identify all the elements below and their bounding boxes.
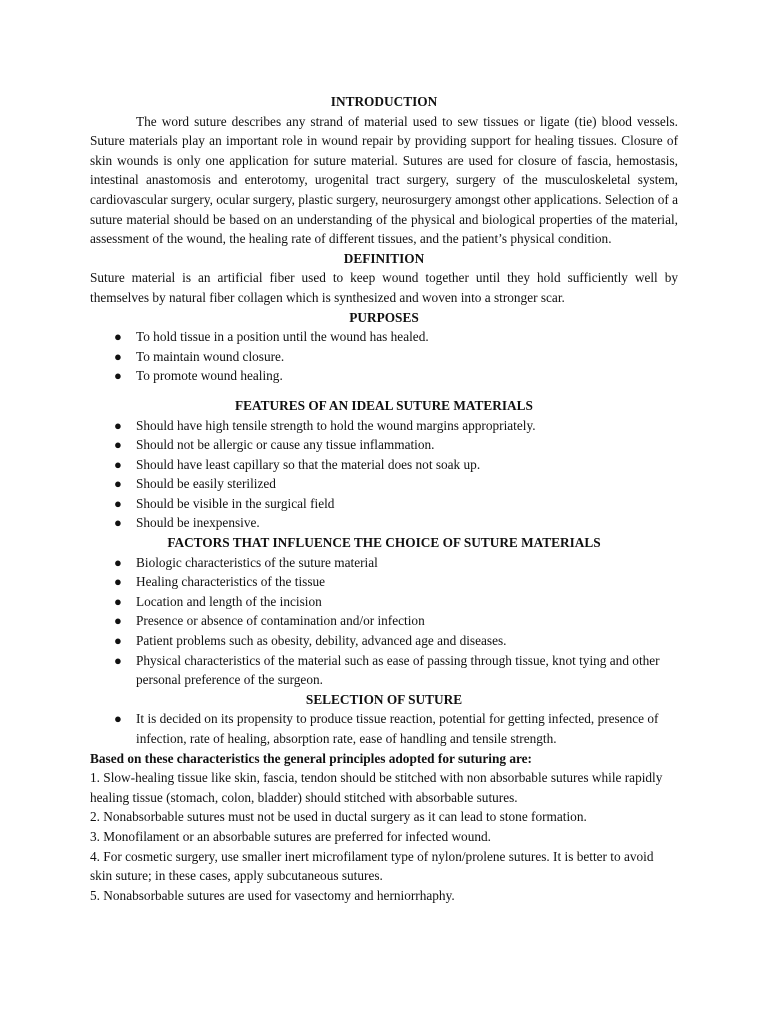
bullet-icon: ●	[114, 515, 122, 531]
bullet-icon: ●	[114, 456, 122, 472]
list-item	[90, 494, 678, 514]
principles-heading: Based on these characteristics the general principles adopted for suturing are:	[90, 750, 532, 766]
purposes-list	[90, 327, 678, 386]
list-item-text: Should not be allergic or cause any tissue inflammation.	[136, 437, 435, 453]
list-item-text: Should have high tensile strength to hold the wound margins appropriately.	[136, 417, 536, 433]
list-item	[90, 347, 678, 367]
list-item-text: Should have least capillary so that the material does not soak up.	[136, 456, 481, 472]
list-item-text: Physical characteristics of the material such as ease of passing through tissue, knot tying and other personal preference of the surgeon.	[136, 652, 660, 688]
bullet-icon: ●	[114, 476, 122, 492]
list-item	[90, 592, 678, 612]
features-heading: FEATURES OF AN IDEAL SUTURE MATERIALS	[235, 397, 533, 413]
list-item	[90, 709, 678, 748]
bullet-icon: ●	[114, 495, 122, 511]
principle-item: 1. Slow-healing tissue like skin, fascia, tendon should be stitched with non absorbable sutures while rapidly healing tissue (stomach, colon, bladder) should stitched with absorbable sutures.	[90, 770, 663, 805]
bullet-icon: ●	[114, 613, 122, 629]
factors-heading: FACTORS THAT INFLUENCE THE CHOICE OF SUTURE MATERIALS	[167, 535, 601, 551]
definition-heading: DEFINITION	[343, 250, 425, 266]
principle-item: 3. Monofilament or an absorbable sutures are preferred for infected wound.	[90, 828, 491, 844]
list-item	[90, 435, 678, 455]
list-item	[90, 611, 678, 631]
bullet-icon: ●	[114, 368, 122, 384]
list-item-text: Healing characteristics of the tissue	[136, 574, 326, 590]
list-item-text: Location and length of the incision	[136, 593, 322, 609]
bullet-icon: ●	[114, 633, 122, 649]
features-list	[90, 416, 678, 534]
bullet-icon: ●	[114, 417, 122, 433]
list-item-text: Should be inexpensive.	[136, 515, 260, 531]
list-item-text: To hold tissue in a position until the wound has healed.	[136, 329, 429, 345]
definition-paragraph: Suture material is an artificial fiber used to keep wound together until they hold sufficiently well by themselves by natural fiber collagen which is synthesized and woven into a stronger scar.	[90, 270, 678, 305]
list-item-text: Presence or absence of contamination and/or infection	[136, 613, 425, 629]
list-item-text: To maintain wound closure.	[136, 348, 285, 364]
list-item-text: To promote wound healing.	[136, 368, 283, 384]
list-item	[90, 416, 678, 436]
list-item-text: Should be visible in the surgical field	[136, 495, 335, 511]
list-item	[90, 651, 678, 690]
introduction-heading: INTRODUCTION	[330, 94, 438, 109]
bullet-icon: ●	[114, 329, 122, 345]
bullet-icon: ●	[114, 652, 122, 668]
list-item	[90, 553, 678, 573]
bullet-icon: ●	[114, 593, 122, 609]
factors-list	[90, 553, 678, 690]
principle-item: 2. Nonabsorbable sutures must not be used in ductal surgery as it can lead to stone formation.	[90, 809, 587, 825]
bullet-icon: ●	[114, 554, 122, 570]
list-item-text: Patient problems such as obesity, debility, advanced age and diseases.	[136, 633, 507, 649]
list-item-text: It is decided on its propensity to produce tissue reaction, potential for getting infected, presence of infection, rate of healing, absorption rate, ease of handling and tensile strength.	[136, 711, 659, 746]
list-item	[90, 327, 678, 347]
document-page	[90, 92, 678, 905]
list-item-text: Biologic characteristics of the suture material	[136, 554, 378, 570]
selection-heading: SELECTION OF SUTURE	[305, 691, 463, 707]
bullet-icon: ●	[114, 711, 122, 727]
bullet-icon: ●	[114, 348, 122, 364]
list-item	[90, 366, 678, 386]
principle-item: 5. Nonabsorbable sutures are used for vasectomy and herniorrhaphy.	[90, 887, 455, 903]
list-item	[90, 631, 678, 651]
introduction-paragraph: The word suture describes any strand of material used to sew tissues or ligate (tie) blood vessels. Suture materials play an important role in wound repair by providing support for healing tissues. Closure of skin wounds is only one application for suture material. Sutures are used for closure of fascia, hemostasis, intestinal anastomosis and enterotomy, urogenital tract surgery, surgery of the musculoskeletal system, cardiovascular surgery, ocular surgery, plastic surgery, neurosurgery amongst other applications. Selection of a suture material should be based on an understanding of the physical and biological properties of the material, assessment of the wound, the healing rate of different tissues, and the patient’s physical condition.	[90, 113, 678, 247]
list-item	[90, 474, 678, 494]
selection-list	[90, 709, 678, 748]
bullet-icon: ●	[114, 574, 122, 590]
list-item	[90, 455, 678, 475]
principle-item: 4. For cosmetic surgery, use smaller inert microfilament type of nylon/prolene sutures. It is better to avoid skin suture; in these cases, apply subcutaneous sutures.	[90, 848, 654, 884]
list-item-text: Should be easily sterilized	[136, 476, 276, 492]
purposes-heading: PURPOSES	[349, 309, 419, 325]
bullet-icon: ●	[114, 437, 122, 453]
list-item	[90, 572, 678, 592]
list-item	[90, 513, 678, 533]
